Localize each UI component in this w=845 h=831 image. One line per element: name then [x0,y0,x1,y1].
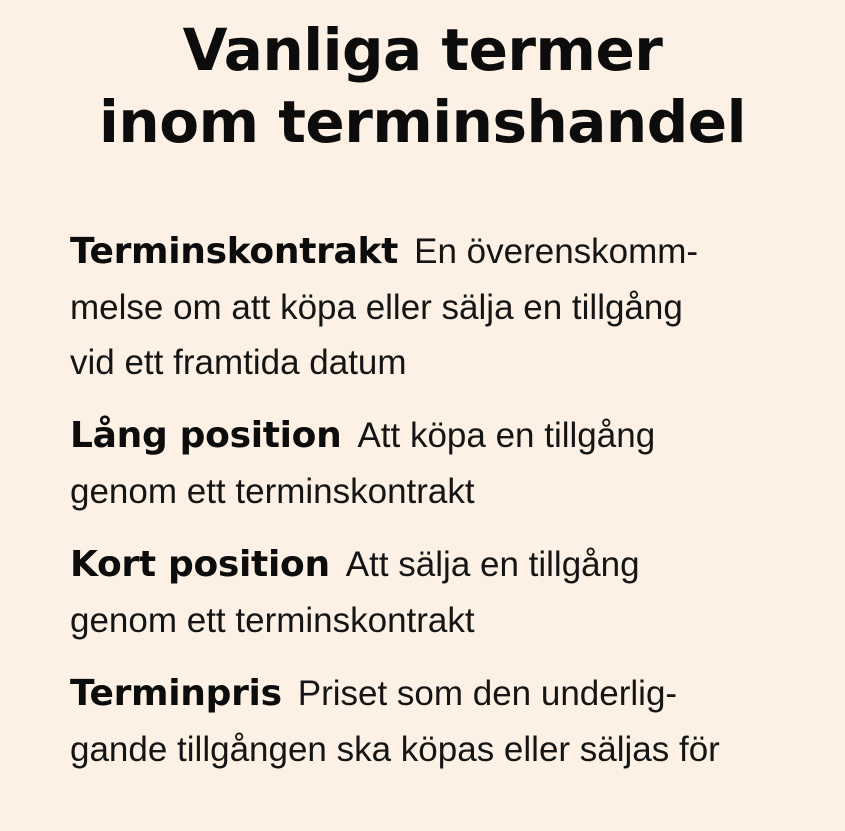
term-list [70,224,800,795]
term-description-line: melse om att köpa eller sälja en tillgång [70,288,683,327]
term-first-line [70,537,800,593]
term-description-line: Priset som den underlig- [297,674,678,713]
term-entry [70,224,800,390]
term-description-line: vid ett framtida datum [70,343,407,382]
term-first-line [70,666,800,722]
term-description-line: Att sälja en tillgång [345,545,640,584]
term-first-line [70,408,800,464]
term-entry [70,666,800,777]
term-name: Terminpris [70,673,282,714]
term-name: Kort position [70,544,330,585]
term-entry [70,408,800,519]
term-description-line: gande tillgången ska köpas eller säljas för [70,730,720,769]
term-description-line: genom ett terminskontrakt [70,601,475,640]
term-first-line [70,224,800,280]
title-line-2: inom terminshandel [99,88,746,156]
page-title [0,14,845,158]
term-name: Terminskontrakt [70,231,399,272]
term-description-line: En överenskomm- [414,232,699,271]
title-line-1: Vanliga termer [182,16,663,84]
term-description-line: Att köpa en tillgång [357,416,656,455]
term-description-line: genom ett terminskontrakt [70,472,475,511]
term-entry [70,537,800,648]
term-name: Lång position [70,415,342,456]
